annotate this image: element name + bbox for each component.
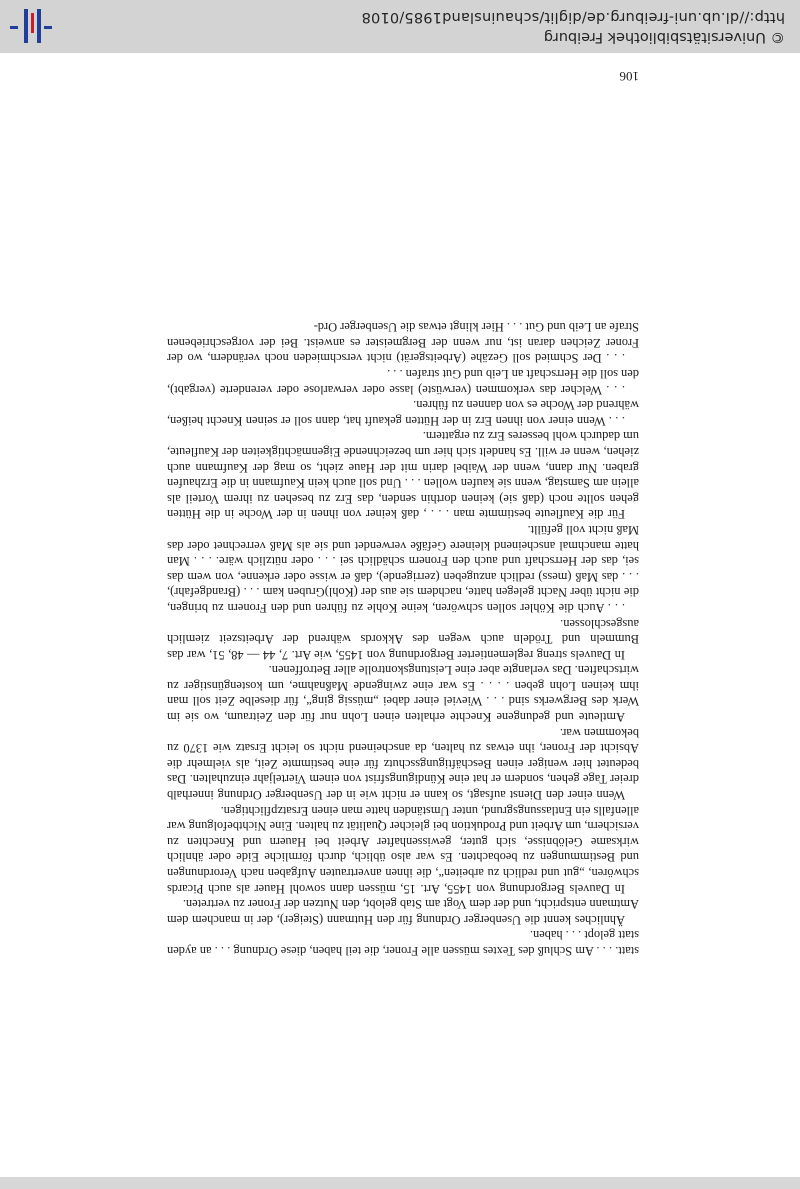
paragraph-4: Wenn einer den Dienst aufsagt, so kann er nicht wie in der Usenberger Ordnung innerhalb dreier Tage gehen, sondern er hat eine Kündigungsfrist von einem Vierteljahr einzuhalten. Das bedeutet hier weniger einen Beschäftigungsschutz für eine bestimmte Zeit, als vielmehr die Absicht der Froner, ihn etwas zu halten, da anscheinend nicht so leicht Ersatz wie 1370 zu bekommen war.	[167, 725, 639, 803]
paragraph-7: . . . Auch die Köhler sollen schwören, keine Kohle zu führen und den Fronern zu bringen, die nicht über Nacht gelegen hatte, nachdem sie aus der (Kohl)Gruben kam . . . (Brandgefahr), . . . das Maß (mess) redlich anzugeben (zerrigende), daß er wisse oder erkenne, von wem das sei, das der Herrschaft und auch den Fronern schädlich sei . . . oder nützlich wäre. . . . Man hatte manchmal anscheinend kleinere Gefäße verwendet und sie als Maß verrechnet oder das Maß nicht voll gefüllt.	[167, 522, 639, 615]
paragraph-1: statt. . . . Am Schluß des Textes müssen alle Froner, die teil haben, diese Ordnung . . . an ayden statt gelopt . . . haben.	[167, 928, 639, 958]
page-number: 106	[619, 69, 639, 84]
paragraph-2: Ähnliches kennt die Usenberger Ordnung für den Hutmann (Steiger), der in manchem dem Amtmann entspricht, und der dem Vogt am Stab gelobt, den Nutzen der Froner zu vertreten.	[167, 897, 639, 927]
top-strip	[0, 1177, 800, 1189]
source-url[interactable]: http://dl.ub.uni-freiburg.de/diglit/schauinsland1985/0108	[361, 9, 785, 25]
paragraph-10: . . . Welcher das verkommen (verwüste) lasse oder verwarlose oder verenderte (vergabt), den soll die Herrschaft an Leib und Gut strafen . . .	[167, 367, 639, 397]
body-text	[167, 319, 639, 958]
library-footer	[0, 0, 800, 53]
library-logo-icon	[8, 5, 52, 49]
paragraph-3: In Dauvels Bergordnung von 1455, Art. 15, müssen dann sowohl Hauer als auch Picards schwören, „gut und redlich zu arbeiten“, die ihnen anvertrauten Aufgaben nach Verordnungen und Bestimmungen zu beobachten. Es war also üblich, durch förmliche Eide oder ähnlich wirksame Gelöbnisse, sich guter, gewissenhafter Arbeit bei Hauern und Knechten zu versichern, um Arbeit und Produktion bei gleicher Qualität zu halten. Eine Nichtbefolgung war allenfalls ein Entlassungsgrund, unter Umständen hatte man einen Ersatzpflichtigen.	[167, 803, 639, 896]
paragraph-6: In Dauvels streng reglementierter Bergordnung von 1455, wie Art. 7, 44 — 48, 51, war das Bummeln und Trödeln auch wegen des Akkords während der Arbeitszeit ziemlich ausgeschlossen.	[167, 616, 639, 662]
paragraph-9: . . . Wenn einer von ihnen Erz in der Hütten gekauft hat, dann soll er seinen Knecht heißen, während der Woche es von dannen zu führen.	[167, 398, 639, 428]
paragraph-8: Für die Kaufleute bestimmte man . . . , daß keiner von ihnen in der Woche in die Hütten gehen sollte noch (daß sie) keinen dorthin senden, das Erz zu besehen zu ihrem Vorteil als allein am Samstag, wenn sie kaufen wollen . . . Und soll auch kein Kaufmann in die Erzhaufen graben. Nur dann, wenn der Waibel darin mit der Haue zieht, so mag der Kaufmann auch ziehen, wenn er will. Es handelt sich hier um bezeichnende Eigenmächtigkeiten der Kaufleute, um dadurch wohl besseres Erz zu ergattern.	[167, 429, 639, 522]
paragraph-5: Amtleute und gedungene Knechte erhalten einen Lohn nur für den Zeitraum, wo sie im Werk des Bergwerks sind . . . Wieviel einer dabei „müssig ging“, für dieselbe Zeit soll man ihm keinen Lohn geben . . . . Es war eine zwingende Maßnahme, um kostengünstiger zu wirtschaften. Das verlangte aber eine Leistungskontrolle aller Betroffenen.	[167, 663, 639, 725]
paragraph-11: . . . Der Schmied soll Gezähe (Arbeitsgerät) nicht verschmieden noch verändern, wo der Froner Zeichen daran ist, nur wenn der Bergmeister es anweist. Bei der vorgeschriebenen Strafe an Leib und Gut . . . Hier klingt etwas die Usenberger Ord-	[167, 320, 639, 366]
library-credit: © Universitätsbibliothek Freiburg	[543, 29, 785, 45]
